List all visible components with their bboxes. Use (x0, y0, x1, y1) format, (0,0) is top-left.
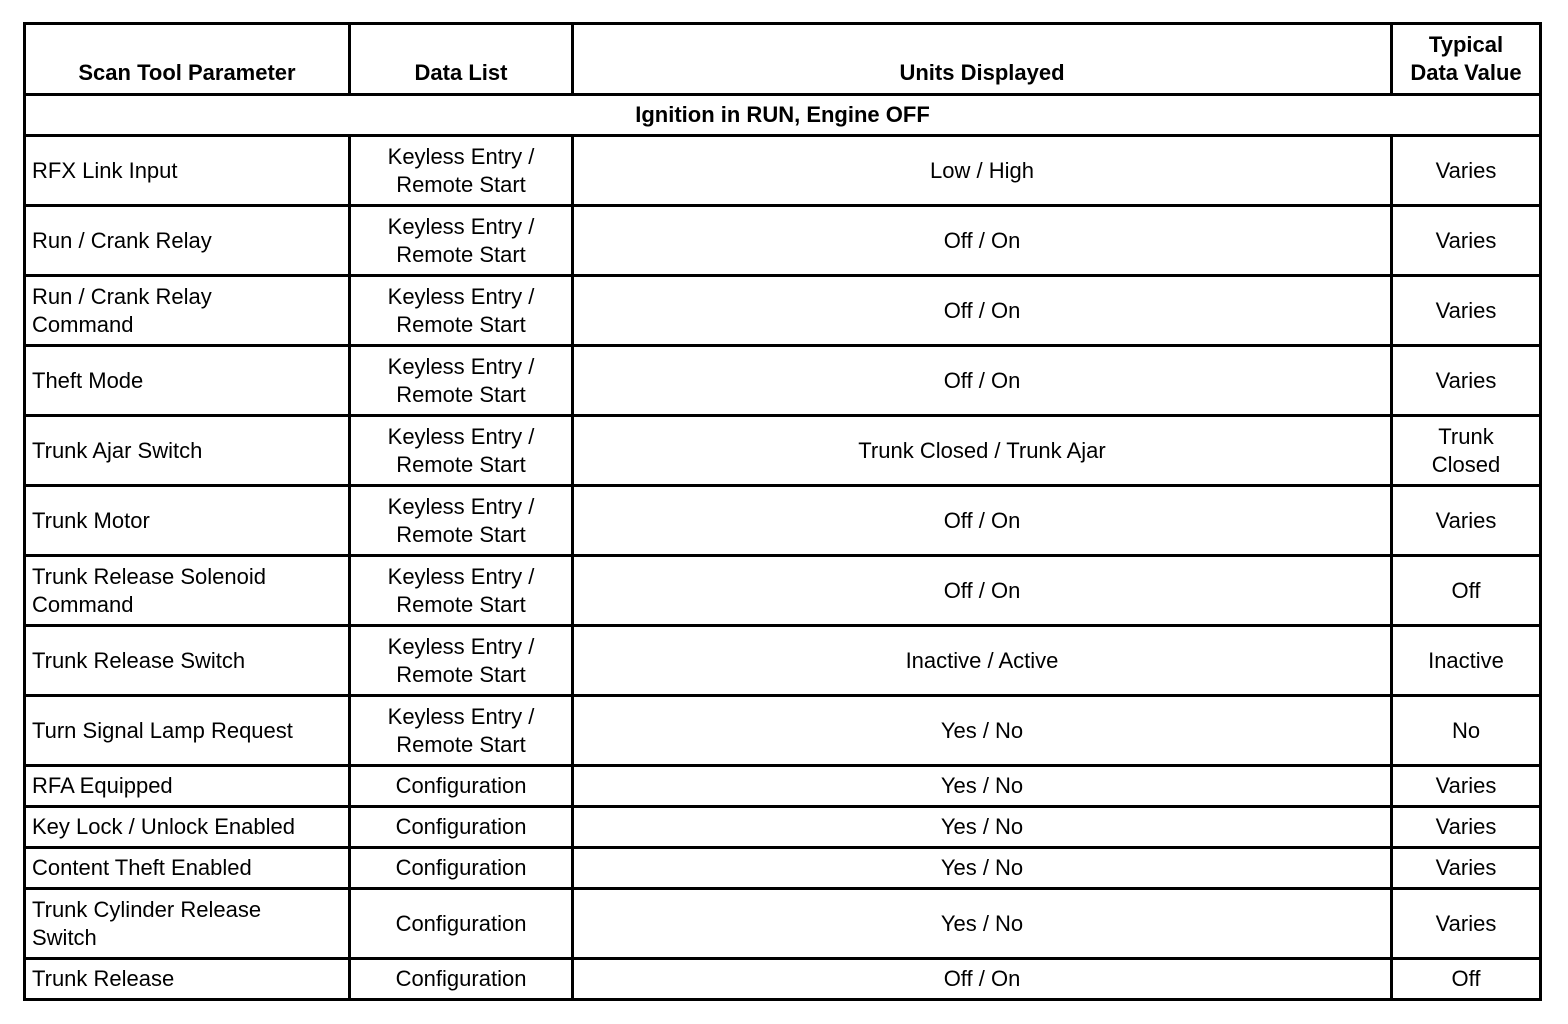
table-row (25, 696, 1541, 766)
data-list-line: Remote Start (396, 171, 526, 197)
data-list-line: Keyless Entry / (387, 353, 535, 379)
typical-value-line: Closed (1431, 451, 1501, 477)
typical-value-line: Varies (1435, 910, 1497, 936)
typical-value-cell (1392, 807, 1541, 848)
data-list-line: Keyless Entry / (387, 563, 535, 589)
typical-value-cell (1392, 766, 1541, 807)
data-list-line: Configuration (395, 773, 527, 798)
typical-value-line: Varies (1435, 773, 1497, 798)
typical-value-line: No (1451, 717, 1481, 743)
header-data-list: Data List (350, 24, 573, 95)
table-row (25, 486, 1541, 556)
parameter-cell: Trunk Motor (25, 486, 350, 556)
typical-value-cell (1392, 696, 1541, 766)
data-list-cell (350, 807, 573, 848)
table-row (25, 848, 1541, 889)
data-list-cell (350, 959, 573, 1000)
typical-value-line: Varies (1435, 855, 1497, 880)
typical-value-cell (1392, 889, 1541, 959)
data-list-cell (350, 626, 573, 696)
units-cell: Yes / No (573, 696, 1392, 766)
data-list-line: Configuration (395, 966, 527, 991)
typical-value-line: Varies (1435, 507, 1497, 533)
units-cell: Off / On (573, 206, 1392, 276)
data-list-cell (350, 766, 573, 807)
typical-value-cell (1392, 346, 1541, 416)
data-list-cell (350, 346, 573, 416)
data-list-line: Remote Start (396, 311, 526, 337)
data-list-cell (350, 276, 573, 346)
table-row (25, 889, 1541, 959)
typical-value-cell (1392, 556, 1541, 626)
typical-value-line: Varies (1435, 157, 1497, 183)
typical-value-line: Varies (1435, 814, 1497, 839)
typical-value-cell (1392, 136, 1541, 206)
data-list-line: Keyless Entry / (387, 703, 535, 729)
units-cell: Yes / No (573, 889, 1392, 959)
parameter-cell: RFX Link Input (25, 136, 350, 206)
typical-value-cell (1392, 206, 1541, 276)
data-list-cell (350, 696, 573, 766)
typical-value-cell (1392, 626, 1541, 696)
data-list-line: Keyless Entry / (387, 493, 535, 519)
parameter-cell: Trunk Release Solenoid Command (25, 556, 350, 626)
units-cell: Low / High (573, 136, 1392, 206)
header-row (25, 24, 1541, 95)
data-list-line: Configuration (395, 910, 527, 936)
parameter-cell: Trunk Release Switch (25, 626, 350, 696)
header-scan-tool-parameter: Scan Tool Parameter (25, 24, 350, 95)
data-list-cell (350, 136, 573, 206)
data-list-line: Remote Start (396, 451, 526, 477)
data-list-line: Remote Start (396, 661, 526, 687)
table-row (25, 959, 1541, 1000)
parameter-cell: Trunk Release (25, 959, 350, 1000)
typical-value-line: Varies (1435, 227, 1497, 253)
data-list-cell (350, 416, 573, 486)
units-cell: Inactive / Active (573, 626, 1392, 696)
typical-value-line: Off (1451, 966, 1481, 991)
units-cell: Yes / No (573, 848, 1392, 889)
parameter-cell: Theft Mode (25, 346, 350, 416)
data-list-line: Remote Start (396, 241, 526, 267)
section-row (25, 95, 1541, 136)
data-list-line: Keyless Entry / (387, 213, 535, 239)
table-row (25, 626, 1541, 696)
data-list-cell (350, 848, 573, 889)
table-row (25, 556, 1541, 626)
parameter-cell: Key Lock / Unlock Enabled (25, 807, 350, 848)
data-list-line: Remote Start (396, 731, 526, 757)
units-cell: Off / On (573, 276, 1392, 346)
table-row (25, 807, 1541, 848)
parameter-cell: Turn Signal Lamp Request (25, 696, 350, 766)
typical-value-cell (1392, 848, 1541, 889)
header-typical-data-value: Typical Data Value (1392, 24, 1541, 95)
parameter-cell: RFA Equipped (25, 766, 350, 807)
data-list-cell (350, 486, 573, 556)
table-row (25, 276, 1541, 346)
data-list-line: Configuration (395, 814, 527, 839)
units-cell: Yes / No (573, 766, 1392, 807)
typical-value-cell (1392, 486, 1541, 556)
table-row (25, 206, 1541, 276)
table-row (25, 766, 1541, 807)
typical-value-line: Varies (1435, 297, 1497, 323)
data-list-cell (350, 889, 573, 959)
units-cell: Off / On (573, 486, 1392, 556)
parameter-cell: Run / Crank Relay Command (25, 276, 350, 346)
parameter-cell: Run / Crank Relay (25, 206, 350, 276)
units-cell: Off / On (573, 959, 1392, 1000)
table-row (25, 416, 1541, 486)
typical-value-line: Trunk (1438, 423, 1494, 449)
table-row (25, 136, 1541, 206)
typical-value-cell (1392, 416, 1541, 486)
data-list-line: Keyless Entry / (387, 633, 535, 659)
parameter-cell: Trunk Cylinder Release Switch (25, 889, 350, 959)
units-cell: Off / On (573, 556, 1392, 626)
data-list-line: Configuration (395, 855, 527, 880)
typical-value-line: Inactive (1428, 647, 1504, 673)
data-list-cell (350, 206, 573, 276)
data-list-line: Keyless Entry / (387, 423, 535, 449)
units-cell: Trunk Closed / Trunk Ajar (573, 416, 1392, 486)
data-list-line: Keyless Entry / (387, 283, 535, 309)
units-cell: Off / On (573, 346, 1392, 416)
data-list-line: Remote Start (396, 521, 526, 547)
table-row (25, 346, 1541, 416)
units-cell: Yes / No (573, 807, 1392, 848)
section-title: Ignition in RUN, Engine OFF (25, 95, 1541, 136)
typical-value-cell (1392, 276, 1541, 346)
scan-tool-data-table (23, 22, 1542, 1001)
parameter-cell: Trunk Ajar Switch (25, 416, 350, 486)
data-list-line: Keyless Entry / (387, 143, 535, 169)
typical-value-line: Varies (1435, 367, 1497, 393)
data-list-line: Remote Start (396, 381, 526, 407)
typical-value-cell (1392, 959, 1541, 1000)
typical-value-line: Off (1451, 577, 1481, 603)
header-units-displayed: Units Displayed (573, 24, 1392, 95)
data-list-cell (350, 556, 573, 626)
parameter-cell: Content Theft Enabled (25, 848, 350, 889)
data-list-line: Remote Start (396, 591, 526, 617)
